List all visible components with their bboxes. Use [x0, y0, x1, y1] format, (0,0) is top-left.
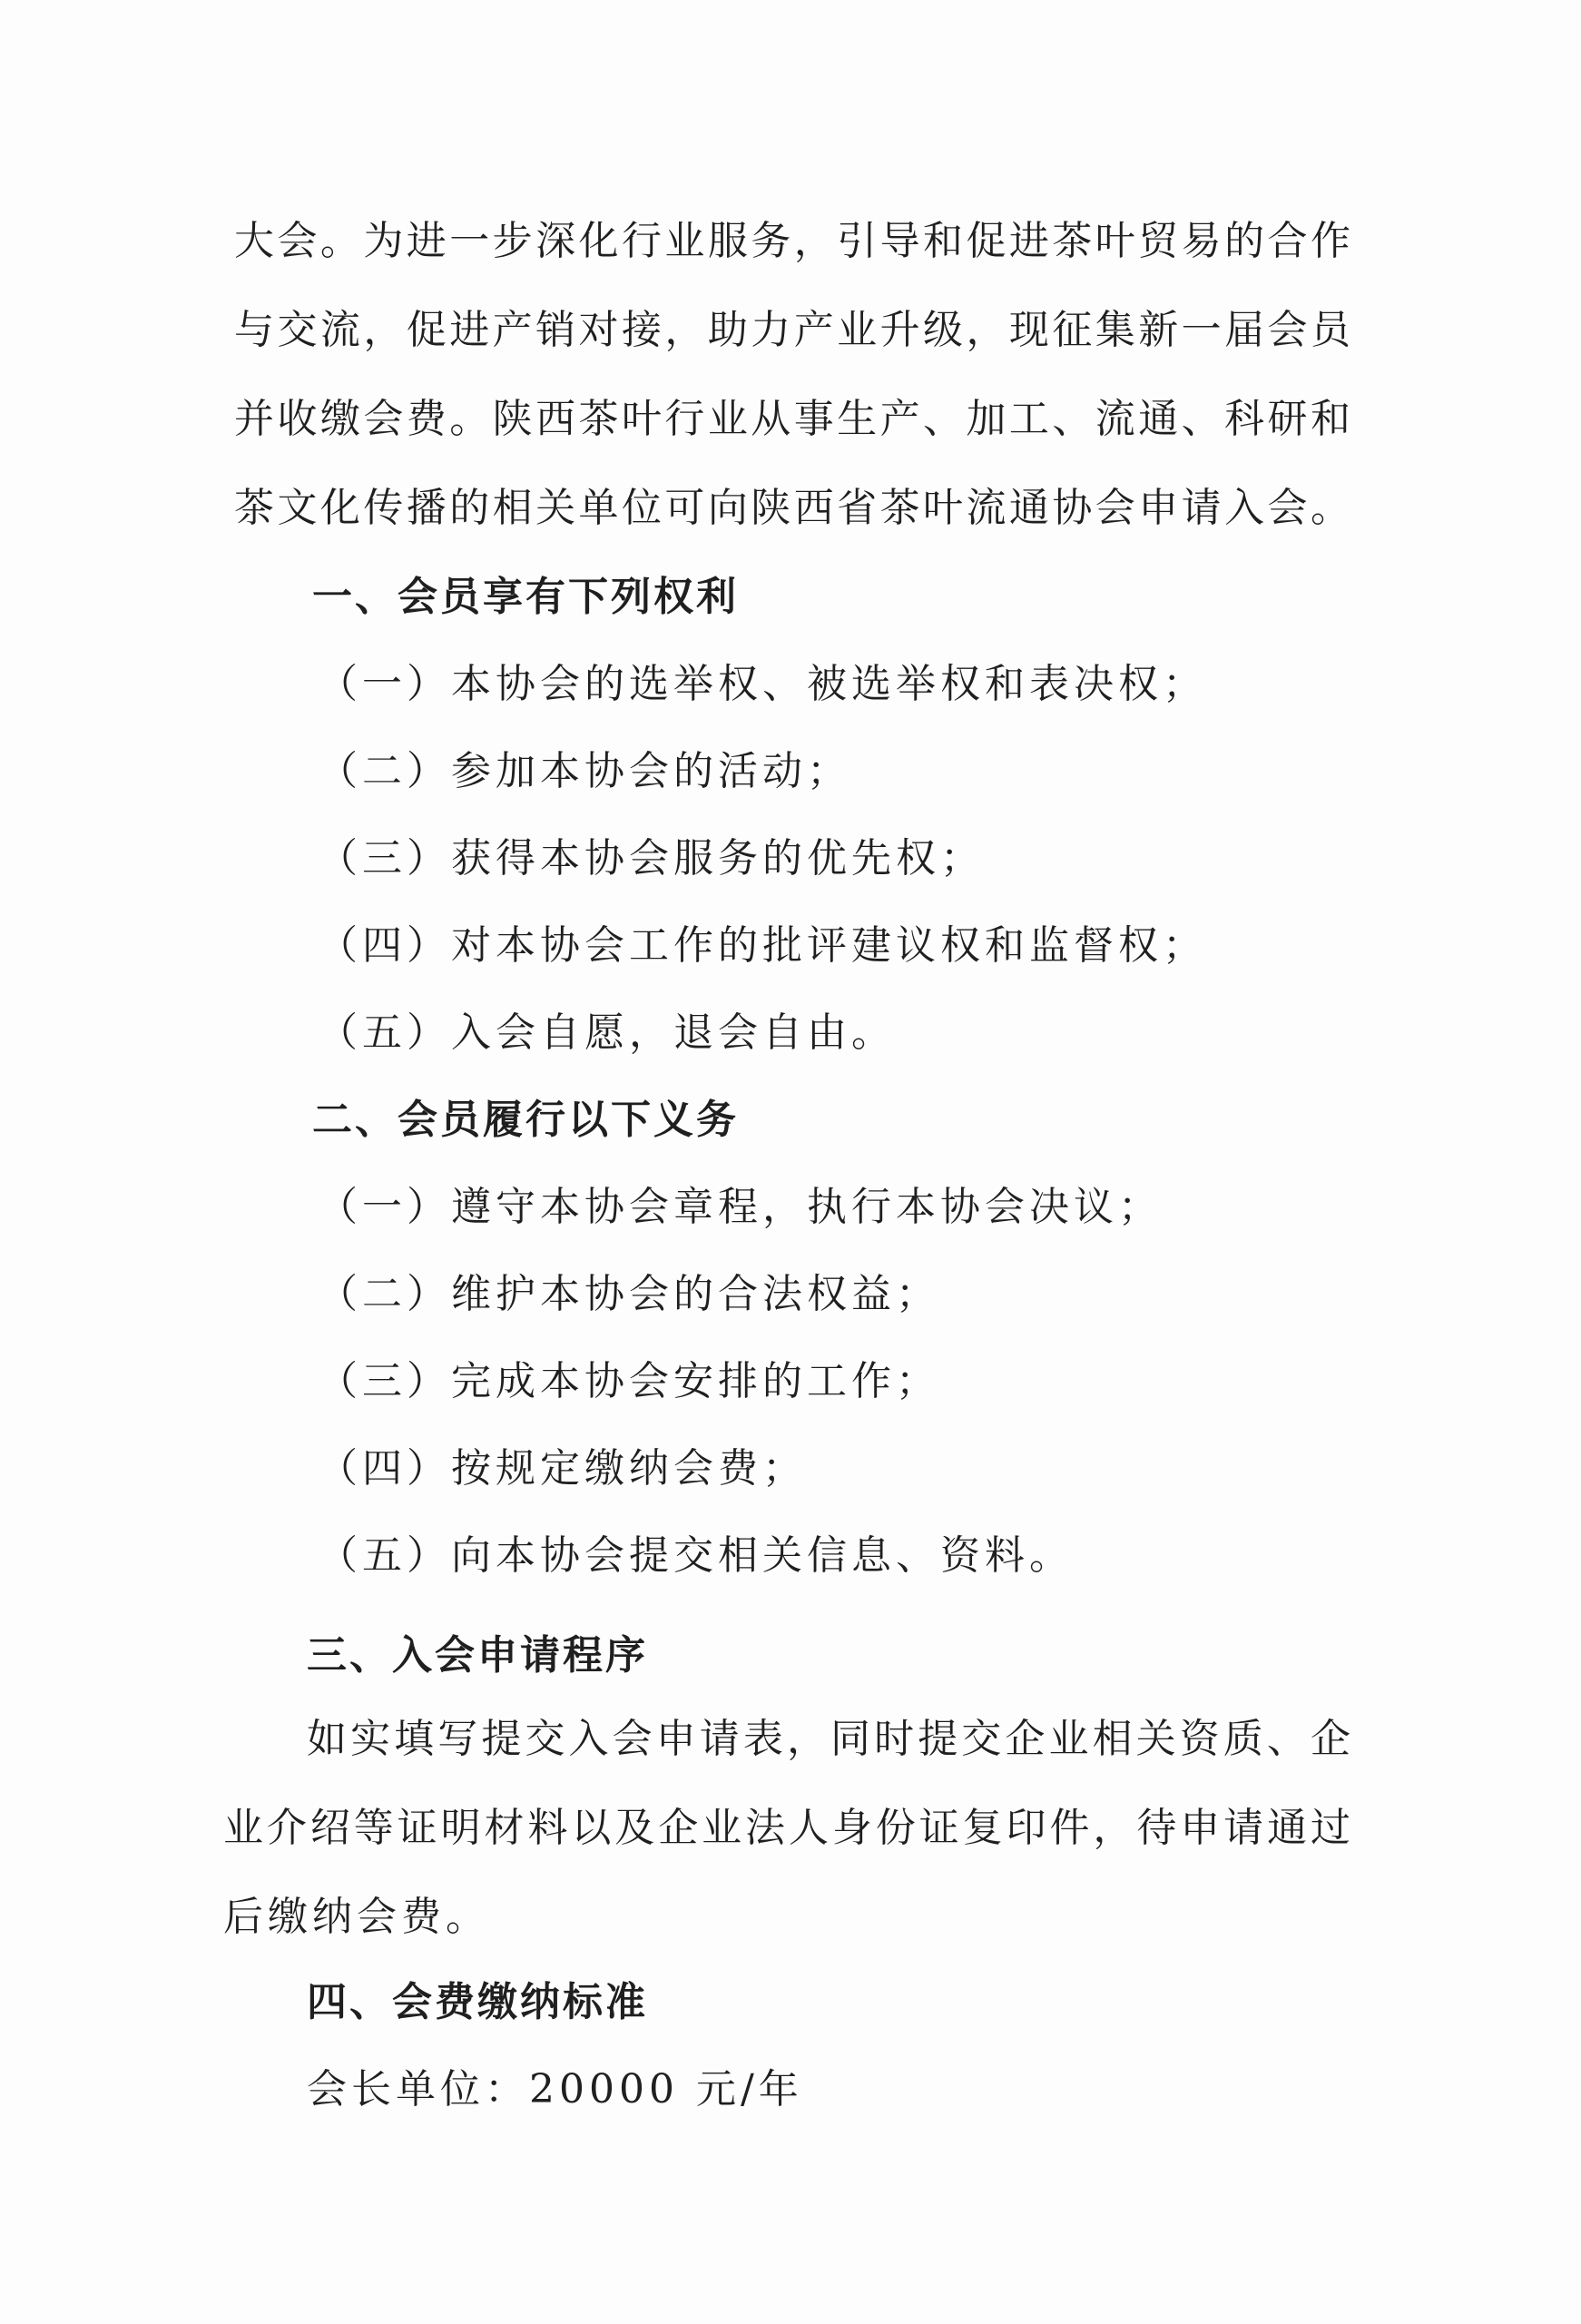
procedure-line-3: 后缴纳会费。	[223, 1894, 490, 1940]
duties-item-4: （四）按规定缴纳会费；	[318, 1445, 807, 1492]
rights-item-3: （三）获得本协会服务的优先权；	[318, 835, 985, 881]
intro-line-2: 与交流，促进产销对接，助力产业升级，现征集新一届会员	[234, 307, 1352, 353]
section-duties-heading: 二、会员履行以下义务	[312, 1097, 739, 1143]
duties-item-1: （一）遵守本协会章程，执行本协会决议；	[318, 1184, 1163, 1230]
fees-item-1: 会长单位：20000 元/年	[307, 2066, 803, 2112]
intro-line-3: 并收缴会费。陕西茶叶行业从事生产、加工、流通、科研和	[234, 396, 1352, 442]
duties-item-3: （三）完成本协会安排的工作；	[318, 1358, 940, 1404]
rights-item-2: （二）参加本协会的活动；	[318, 748, 851, 794]
section-fees-heading: 四、会费缴纳标准	[307, 1979, 648, 2025]
procedure-line-1: 如实填写提交入会申请表，同时提交企业相关资质、企	[307, 1716, 1352, 1762]
intro-line-1: 大会。为进一步深化行业服务，引导和促进茶叶贸易的合作	[234, 218, 1352, 264]
procedure-line-2: 业介绍等证明材料以及企业法人身份证复印件，待申请通过	[223, 1805, 1352, 1851]
section-procedure-heading: 三、入会申请程序	[307, 1632, 648, 1679]
duties-item-2: （二）维护本协会的合法权益；	[318, 1271, 940, 1317]
section-rights-heading: 一、会员享有下列权利	[312, 574, 739, 620]
intro-line-4: 茶文化传播的相关单位可向陕西省茶叶流通协会申请入会。	[234, 485, 1352, 531]
rights-item-5: （五）入会自愿，退会自由。	[318, 1009, 896, 1056]
rights-item-4: （四）对本协会工作的批评建议权和监督权；	[318, 922, 1207, 969]
duties-item-5: （五）向本协会提交相关信息、资料。	[318, 1532, 1074, 1579]
rights-item-1: （一）本协会的选举权、被选举权和表决权；	[318, 661, 1207, 707]
